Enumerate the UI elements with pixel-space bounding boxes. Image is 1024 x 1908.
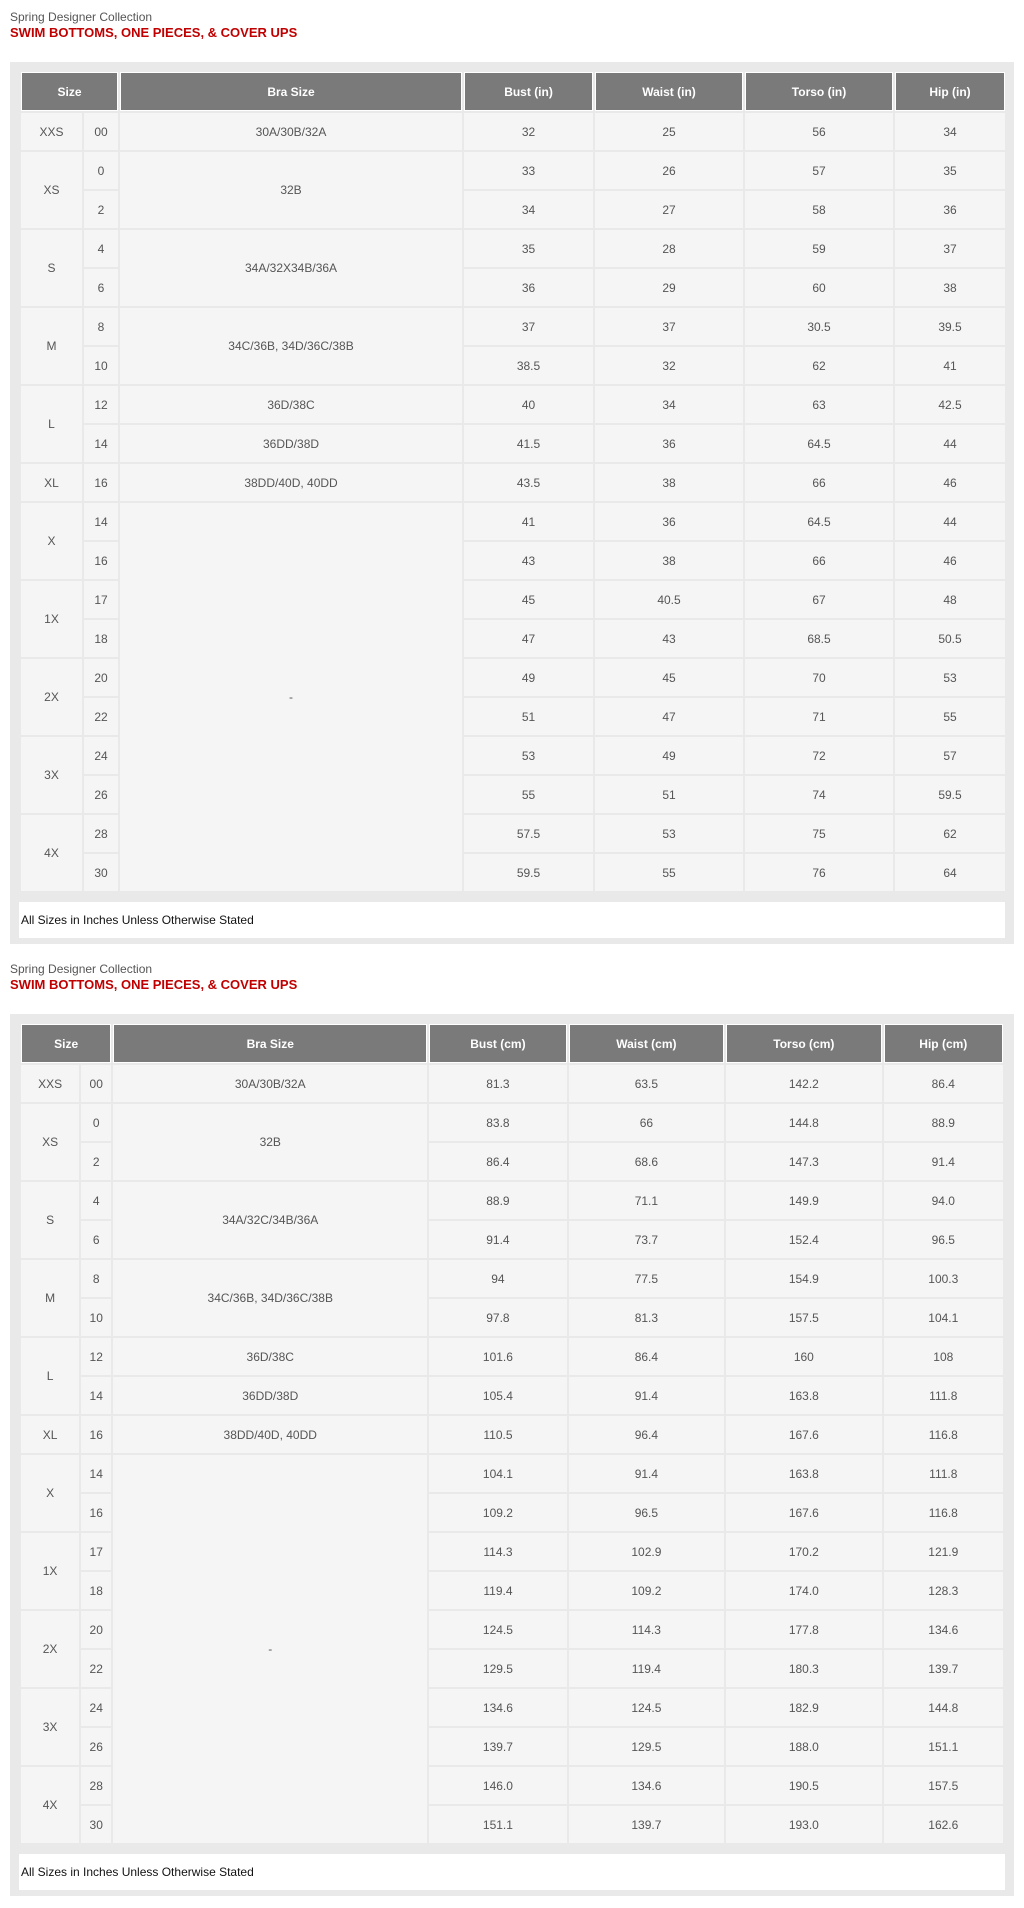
torso-header: Torso (in) xyxy=(745,72,893,111)
numeric-size-cell: 4 xyxy=(84,230,118,267)
hip-cell: 38 xyxy=(895,269,1005,306)
torso-cell: 66 xyxy=(745,542,893,579)
numeric-size-cell: 30 xyxy=(81,1806,111,1843)
numeric-size-cell: 6 xyxy=(84,269,118,306)
size-header: Size xyxy=(21,72,118,111)
waist-cell: 49 xyxy=(595,737,743,774)
bust-cell: 129.5 xyxy=(429,1650,566,1687)
torso-cell: 66 xyxy=(745,464,893,501)
collection-title: SWIM BOTTOMS, ONE PIECES, & COVER UPS xyxy=(10,25,298,40)
size-label-cell: 1X xyxy=(21,1533,79,1609)
bra-size-cell: 32B xyxy=(120,152,462,228)
hip-cell: 44 xyxy=(895,503,1005,540)
waist-cell: 91.4 xyxy=(569,1455,724,1492)
bra-size-cell: 38DD/40D, 40DD xyxy=(113,1416,427,1453)
bra-size-cell: 34A/32C/34B/36A xyxy=(113,1182,427,1258)
table-row xyxy=(21,1455,1003,1492)
bust-cell: 35 xyxy=(464,230,593,267)
numeric-size-cell: 30 xyxy=(84,854,118,891)
hip-cell: 42.5 xyxy=(895,386,1005,423)
torso-cell: 75 xyxy=(745,815,893,852)
torso-cell: 147.3 xyxy=(726,1143,881,1180)
bust-cell: 104.1 xyxy=(429,1455,566,1492)
torso-cell: 60 xyxy=(745,269,893,306)
numeric-size-cell: 0 xyxy=(81,1104,111,1141)
size-table-container xyxy=(10,62,1014,944)
torso-cell: 177.8 xyxy=(726,1611,881,1648)
size-label-cell: S xyxy=(21,1182,79,1258)
torso-cell: 174.0 xyxy=(726,1572,881,1609)
torso-cell: 182.9 xyxy=(726,1689,881,1726)
torso-cell: 167.6 xyxy=(726,1494,881,1531)
bust-cell: 151.1 xyxy=(429,1806,566,1843)
bust-cell: 37 xyxy=(464,308,593,345)
waist-cell: 37 xyxy=(595,308,743,345)
hip-cell: 111.8 xyxy=(884,1455,1003,1492)
waist-cell: 81.3 xyxy=(569,1299,724,1336)
hip-cell: 151.1 xyxy=(884,1728,1003,1765)
hip-cell: 39.5 xyxy=(895,308,1005,345)
numeric-size-cell: 16 xyxy=(81,1416,111,1453)
torso-cell: 58 xyxy=(745,191,893,228)
torso-cell: 57 xyxy=(745,152,893,189)
hip-cell: 134.6 xyxy=(884,1611,1003,1648)
bust-cell: 38.5 xyxy=(464,347,593,384)
waist-cell: 124.5 xyxy=(569,1689,724,1726)
size-label-cell: XS xyxy=(21,1104,79,1180)
numeric-size-cell: 14 xyxy=(81,1377,111,1414)
bra-size-cell: 34A/32X34B/36A xyxy=(120,230,462,306)
bust-cell: 36 xyxy=(464,269,593,306)
size-label-cell: XXS xyxy=(21,1065,79,1102)
numeric-size-cell: 00 xyxy=(84,113,118,150)
hip-cell: 57 xyxy=(895,737,1005,774)
bust-cell: 119.4 xyxy=(429,1572,566,1609)
bust-cell: 124.5 xyxy=(429,1611,566,1648)
table-row xyxy=(21,308,1005,345)
table-row xyxy=(21,1182,1003,1219)
header-row xyxy=(21,72,1005,111)
hip-cell: 108 xyxy=(884,1338,1003,1375)
waist-cell: 68.6 xyxy=(569,1143,724,1180)
bust-cell: 86.4 xyxy=(429,1143,566,1180)
bust-cell: 41 xyxy=(464,503,593,540)
torso-cell: 64.5 xyxy=(745,503,893,540)
size-label-cell: 2X xyxy=(21,1611,79,1687)
waist-cell: 114.3 xyxy=(569,1611,724,1648)
torso-cell: 30.5 xyxy=(745,308,893,345)
hip-cell: 94.0 xyxy=(884,1182,1003,1219)
bust-cell: 55 xyxy=(464,776,593,813)
bra-size-cell: 36D/38C xyxy=(120,386,462,423)
bust-cell: 146.0 xyxy=(429,1767,566,1804)
bra-size-header: Bra Size xyxy=(120,72,462,111)
numeric-size-cell: 24 xyxy=(81,1689,111,1726)
bust-cell: 59.5 xyxy=(464,854,593,891)
torso-cell: 157.5 xyxy=(726,1299,881,1336)
torso-cell: 142.2 xyxy=(726,1065,881,1102)
torso-cell: 149.9 xyxy=(726,1182,881,1219)
hip-cell: 44 xyxy=(895,425,1005,462)
bust-cell: 43.5 xyxy=(464,464,593,501)
table-row xyxy=(21,1377,1003,1414)
waist-cell: 36 xyxy=(595,503,743,540)
bra-size-header: Bra Size xyxy=(113,1024,427,1063)
numeric-size-cell: 10 xyxy=(84,347,118,384)
bust-cell: 139.7 xyxy=(429,1728,566,1765)
waist-cell: 77.5 xyxy=(569,1260,724,1297)
waist-cell: 28 xyxy=(595,230,743,267)
numeric-size-cell: 16 xyxy=(84,464,118,501)
hip-cell: 139.7 xyxy=(884,1650,1003,1687)
bust-cell: 43 xyxy=(464,542,593,579)
bra-size-cell: - xyxy=(120,503,462,891)
torso-cell: 167.6 xyxy=(726,1416,881,1453)
bust-header: Bust (cm) xyxy=(429,1024,566,1063)
hip-cell: 48 xyxy=(895,581,1005,618)
waist-cell: 32 xyxy=(595,347,743,384)
hip-cell: 116.8 xyxy=(884,1416,1003,1453)
size-label-cell: 2X xyxy=(21,659,82,735)
hip-cell: 86.4 xyxy=(884,1065,1003,1102)
hip-cell: 53 xyxy=(895,659,1005,696)
waist-cell: 34 xyxy=(595,386,743,423)
torso-cell: 68.5 xyxy=(745,620,893,657)
bust-cell: 134.6 xyxy=(429,1689,566,1726)
waist-cell: 47 xyxy=(595,698,743,735)
bust-cell: 32 xyxy=(464,113,593,150)
bust-cell: 88.9 xyxy=(429,1182,566,1219)
numeric-size-cell: 28 xyxy=(84,815,118,852)
hip-cell: 100.3 xyxy=(884,1260,1003,1297)
hip-cell: 62 xyxy=(895,815,1005,852)
numeric-size-cell: 22 xyxy=(84,698,118,735)
numeric-size-cell: 18 xyxy=(81,1572,111,1609)
bust-cell: 33 xyxy=(464,152,593,189)
waist-cell: 91.4 xyxy=(569,1377,724,1414)
numeric-size-cell: 6 xyxy=(81,1221,111,1258)
table-row xyxy=(21,1104,1003,1141)
size-label-cell: M xyxy=(21,308,82,384)
waist-cell: 96.4 xyxy=(569,1416,724,1453)
waist-cell: 73.7 xyxy=(569,1221,724,1258)
bust-cell: 34 xyxy=(464,191,593,228)
bust-cell: 49 xyxy=(464,659,593,696)
bust-cell: 40 xyxy=(464,386,593,423)
numeric-size-cell: 12 xyxy=(84,386,118,423)
torso-cell: 71 xyxy=(745,698,893,735)
size-table xyxy=(19,1022,1005,1845)
numeric-size-cell: 12 xyxy=(81,1338,111,1375)
bust-cell: 109.2 xyxy=(429,1494,566,1531)
bust-cell: 83.8 xyxy=(429,1104,566,1141)
numeric-size-cell: 16 xyxy=(84,542,118,579)
waist-cell: 86.4 xyxy=(569,1338,724,1375)
torso-cell: 160 xyxy=(726,1338,881,1375)
waist-cell: 40.5 xyxy=(595,581,743,618)
bra-size-cell: 34C/36B, 34D/36C/38B xyxy=(113,1260,427,1336)
numeric-size-cell: 20 xyxy=(84,659,118,696)
bust-cell: 105.4 xyxy=(429,1377,566,1414)
numeric-size-cell: 14 xyxy=(81,1455,111,1492)
hip-cell: 111.8 xyxy=(884,1377,1003,1414)
table-row xyxy=(21,425,1005,462)
hip-cell: 55 xyxy=(895,698,1005,735)
bust-cell: 81.3 xyxy=(429,1065,566,1102)
waist-cell: 102.9 xyxy=(569,1533,724,1570)
size-label-cell: S xyxy=(21,230,82,306)
size-label-cell: L xyxy=(21,1338,79,1414)
units-note: All Sizes in Inches Unless Otherwise Stated xyxy=(19,1854,1005,1890)
waist-cell: 66 xyxy=(569,1104,724,1141)
bra-size-cell: - xyxy=(113,1455,427,1843)
size-label-cell: 1X xyxy=(21,581,82,657)
torso-cell: 188.0 xyxy=(726,1728,881,1765)
torso-cell: 170.2 xyxy=(726,1533,881,1570)
size-label-cell: 3X xyxy=(21,737,82,813)
torso-cell: 144.8 xyxy=(726,1104,881,1141)
units-note: All Sizes in Inches Unless Otherwise Stated xyxy=(19,902,1005,938)
numeric-size-cell: 28 xyxy=(81,1767,111,1804)
table-row xyxy=(21,1065,1003,1102)
table-row xyxy=(21,503,1005,540)
hip-cell: 64 xyxy=(895,854,1005,891)
hip-cell: 96.5 xyxy=(884,1221,1003,1258)
torso-cell: 180.3 xyxy=(726,1650,881,1687)
hip-header: Hip (cm) xyxy=(884,1024,1003,1063)
waist-cell: 36 xyxy=(595,425,743,462)
hip-header: Hip (in) xyxy=(895,72,1005,111)
bust-cell: 53 xyxy=(464,737,593,774)
table-row xyxy=(21,1338,1003,1375)
torso-cell: 67 xyxy=(745,581,893,618)
waist-cell: 139.7 xyxy=(569,1806,724,1843)
torso-cell: 59 xyxy=(745,230,893,267)
waist-cell: 119.4 xyxy=(569,1650,724,1687)
size-label-cell: XS xyxy=(21,152,82,228)
size-label-cell: 4X xyxy=(21,1767,79,1843)
hip-cell: 59.5 xyxy=(895,776,1005,813)
numeric-size-cell: 10 xyxy=(81,1299,111,1336)
waist-header: Waist (cm) xyxy=(569,1024,724,1063)
hip-cell: 162.6 xyxy=(884,1806,1003,1843)
bust-cell: 51 xyxy=(464,698,593,735)
torso-header: Torso (cm) xyxy=(726,1024,881,1063)
size-header: Size xyxy=(21,1024,111,1063)
bra-size-cell: 36DD/38D xyxy=(113,1377,427,1414)
numeric-size-cell: 14 xyxy=(84,425,118,462)
bra-size-cell: 30A/30B/32A xyxy=(113,1065,427,1102)
hip-cell: 88.9 xyxy=(884,1104,1003,1141)
numeric-size-cell: 4 xyxy=(81,1182,111,1219)
numeric-size-cell: 22 xyxy=(81,1650,111,1687)
size-label-cell: XL xyxy=(21,1416,79,1453)
torso-cell: 152.4 xyxy=(726,1221,881,1258)
hip-cell: 157.5 xyxy=(884,1767,1003,1804)
torso-cell: 193.0 xyxy=(726,1806,881,1843)
torso-cell: 56 xyxy=(745,113,893,150)
header-row xyxy=(21,1024,1003,1063)
torso-cell: 163.8 xyxy=(726,1377,881,1414)
table-row xyxy=(21,386,1005,423)
numeric-size-cell: 17 xyxy=(81,1533,111,1570)
torso-cell: 62 xyxy=(745,347,893,384)
torso-cell: 154.9 xyxy=(726,1260,881,1297)
hip-cell: 41 xyxy=(895,347,1005,384)
bust-cell: 114.3 xyxy=(429,1533,566,1570)
hip-cell: 50.5 xyxy=(895,620,1005,657)
size-label-cell: XXS xyxy=(21,113,82,150)
numeric-size-cell: 2 xyxy=(81,1143,111,1180)
bust-cell: 110.5 xyxy=(429,1416,566,1453)
hip-cell: 37 xyxy=(895,230,1005,267)
torso-cell: 76 xyxy=(745,854,893,891)
torso-cell: 74 xyxy=(745,776,893,813)
size-table xyxy=(19,70,1007,893)
size-label-cell: X xyxy=(21,1455,79,1531)
bra-size-cell: 38DD/40D, 40DD xyxy=(120,464,462,501)
torso-cell: 64.5 xyxy=(745,425,893,462)
bust-cell: 101.6 xyxy=(429,1338,566,1375)
waist-cell: 55 xyxy=(595,854,743,891)
waist-cell: 51 xyxy=(595,776,743,813)
numeric-size-cell: 0 xyxy=(84,152,118,189)
bra-size-cell: 36DD/38D xyxy=(120,425,462,462)
bust-header: Bust (in) xyxy=(464,72,593,111)
size-label-cell: X xyxy=(21,503,82,579)
waist-cell: 26 xyxy=(595,152,743,189)
bust-cell: 91.4 xyxy=(429,1221,566,1258)
waist-cell: 38 xyxy=(595,464,743,501)
waist-cell: 43 xyxy=(595,620,743,657)
collection-subtitle: Spring Designer Collection xyxy=(10,10,153,24)
torso-cell: 72 xyxy=(745,737,893,774)
waist-cell: 45 xyxy=(595,659,743,696)
waist-cell: 53 xyxy=(595,815,743,852)
hip-cell: 34 xyxy=(895,113,1005,150)
table-row xyxy=(21,1260,1003,1297)
numeric-size-cell: 14 xyxy=(84,503,118,540)
waist-cell: 25 xyxy=(595,113,743,150)
hip-cell: 35 xyxy=(895,152,1005,189)
waist-cell: 96.5 xyxy=(569,1494,724,1531)
numeric-size-cell: 8 xyxy=(84,308,118,345)
waist-cell: 27 xyxy=(595,191,743,228)
size-label-cell: XL xyxy=(21,464,82,501)
hip-cell: 144.8 xyxy=(884,1689,1003,1726)
numeric-size-cell: 17 xyxy=(84,581,118,618)
numeric-size-cell: 8 xyxy=(81,1260,111,1297)
bra-size-cell: 32B xyxy=(113,1104,427,1180)
numeric-size-cell: 26 xyxy=(84,776,118,813)
hip-cell: 36 xyxy=(895,191,1005,228)
table-row xyxy=(21,113,1005,150)
hip-cell: 46 xyxy=(895,464,1005,501)
hip-cell: 121.9 xyxy=(884,1533,1003,1570)
torso-cell: 63 xyxy=(745,386,893,423)
bust-cell: 97.8 xyxy=(429,1299,566,1336)
waist-cell: 134.6 xyxy=(569,1767,724,1804)
numeric-size-cell: 24 xyxy=(84,737,118,774)
waist-cell: 129.5 xyxy=(569,1728,724,1765)
bra-size-cell: 34C/36B, 34D/36C/38B xyxy=(120,308,462,384)
hip-cell: 91.4 xyxy=(884,1143,1003,1180)
bust-cell: 41.5 xyxy=(464,425,593,462)
numeric-size-cell: 26 xyxy=(81,1728,111,1765)
torso-cell: 70 xyxy=(745,659,893,696)
hip-cell: 104.1 xyxy=(884,1299,1003,1336)
bra-size-cell: 30A/30B/32A xyxy=(120,113,462,150)
bust-cell: 94 xyxy=(429,1260,566,1297)
bust-cell: 47 xyxy=(464,620,593,657)
numeric-size-cell: 16 xyxy=(81,1494,111,1531)
bust-cell: 45 xyxy=(464,581,593,618)
table-row xyxy=(21,464,1005,501)
waist-cell: 71.1 xyxy=(569,1182,724,1219)
hip-cell: 46 xyxy=(895,542,1005,579)
waist-cell: 63.5 xyxy=(569,1065,724,1102)
table-row xyxy=(21,230,1005,267)
collection-subtitle: Spring Designer Collection xyxy=(10,962,153,976)
bra-size-cell: 36D/38C xyxy=(113,1338,427,1375)
waist-cell: 109.2 xyxy=(569,1572,724,1609)
size-label-cell: 3X xyxy=(21,1689,79,1765)
waist-cell: 29 xyxy=(595,269,743,306)
size-table-container xyxy=(10,1014,1014,1896)
size-label-cell: 4X xyxy=(21,815,82,891)
torso-cell: 163.8 xyxy=(726,1455,881,1492)
size-label-cell: L xyxy=(21,386,82,462)
numeric-size-cell: 00 xyxy=(81,1065,111,1102)
size-label-cell: M xyxy=(21,1260,79,1336)
torso-cell: 190.5 xyxy=(726,1767,881,1804)
collection-title: SWIM BOTTOMS, ONE PIECES, & COVER UPS xyxy=(10,977,298,992)
table-row xyxy=(21,152,1005,189)
numeric-size-cell: 2 xyxy=(84,191,118,228)
table-row xyxy=(21,1416,1003,1453)
waist-header: Waist (in) xyxy=(595,72,743,111)
bust-cell: 57.5 xyxy=(464,815,593,852)
numeric-size-cell: 20 xyxy=(81,1611,111,1648)
waist-cell: 38 xyxy=(595,542,743,579)
hip-cell: 128.3 xyxy=(884,1572,1003,1609)
numeric-size-cell: 18 xyxy=(84,620,118,657)
hip-cell: 116.8 xyxy=(884,1494,1003,1531)
